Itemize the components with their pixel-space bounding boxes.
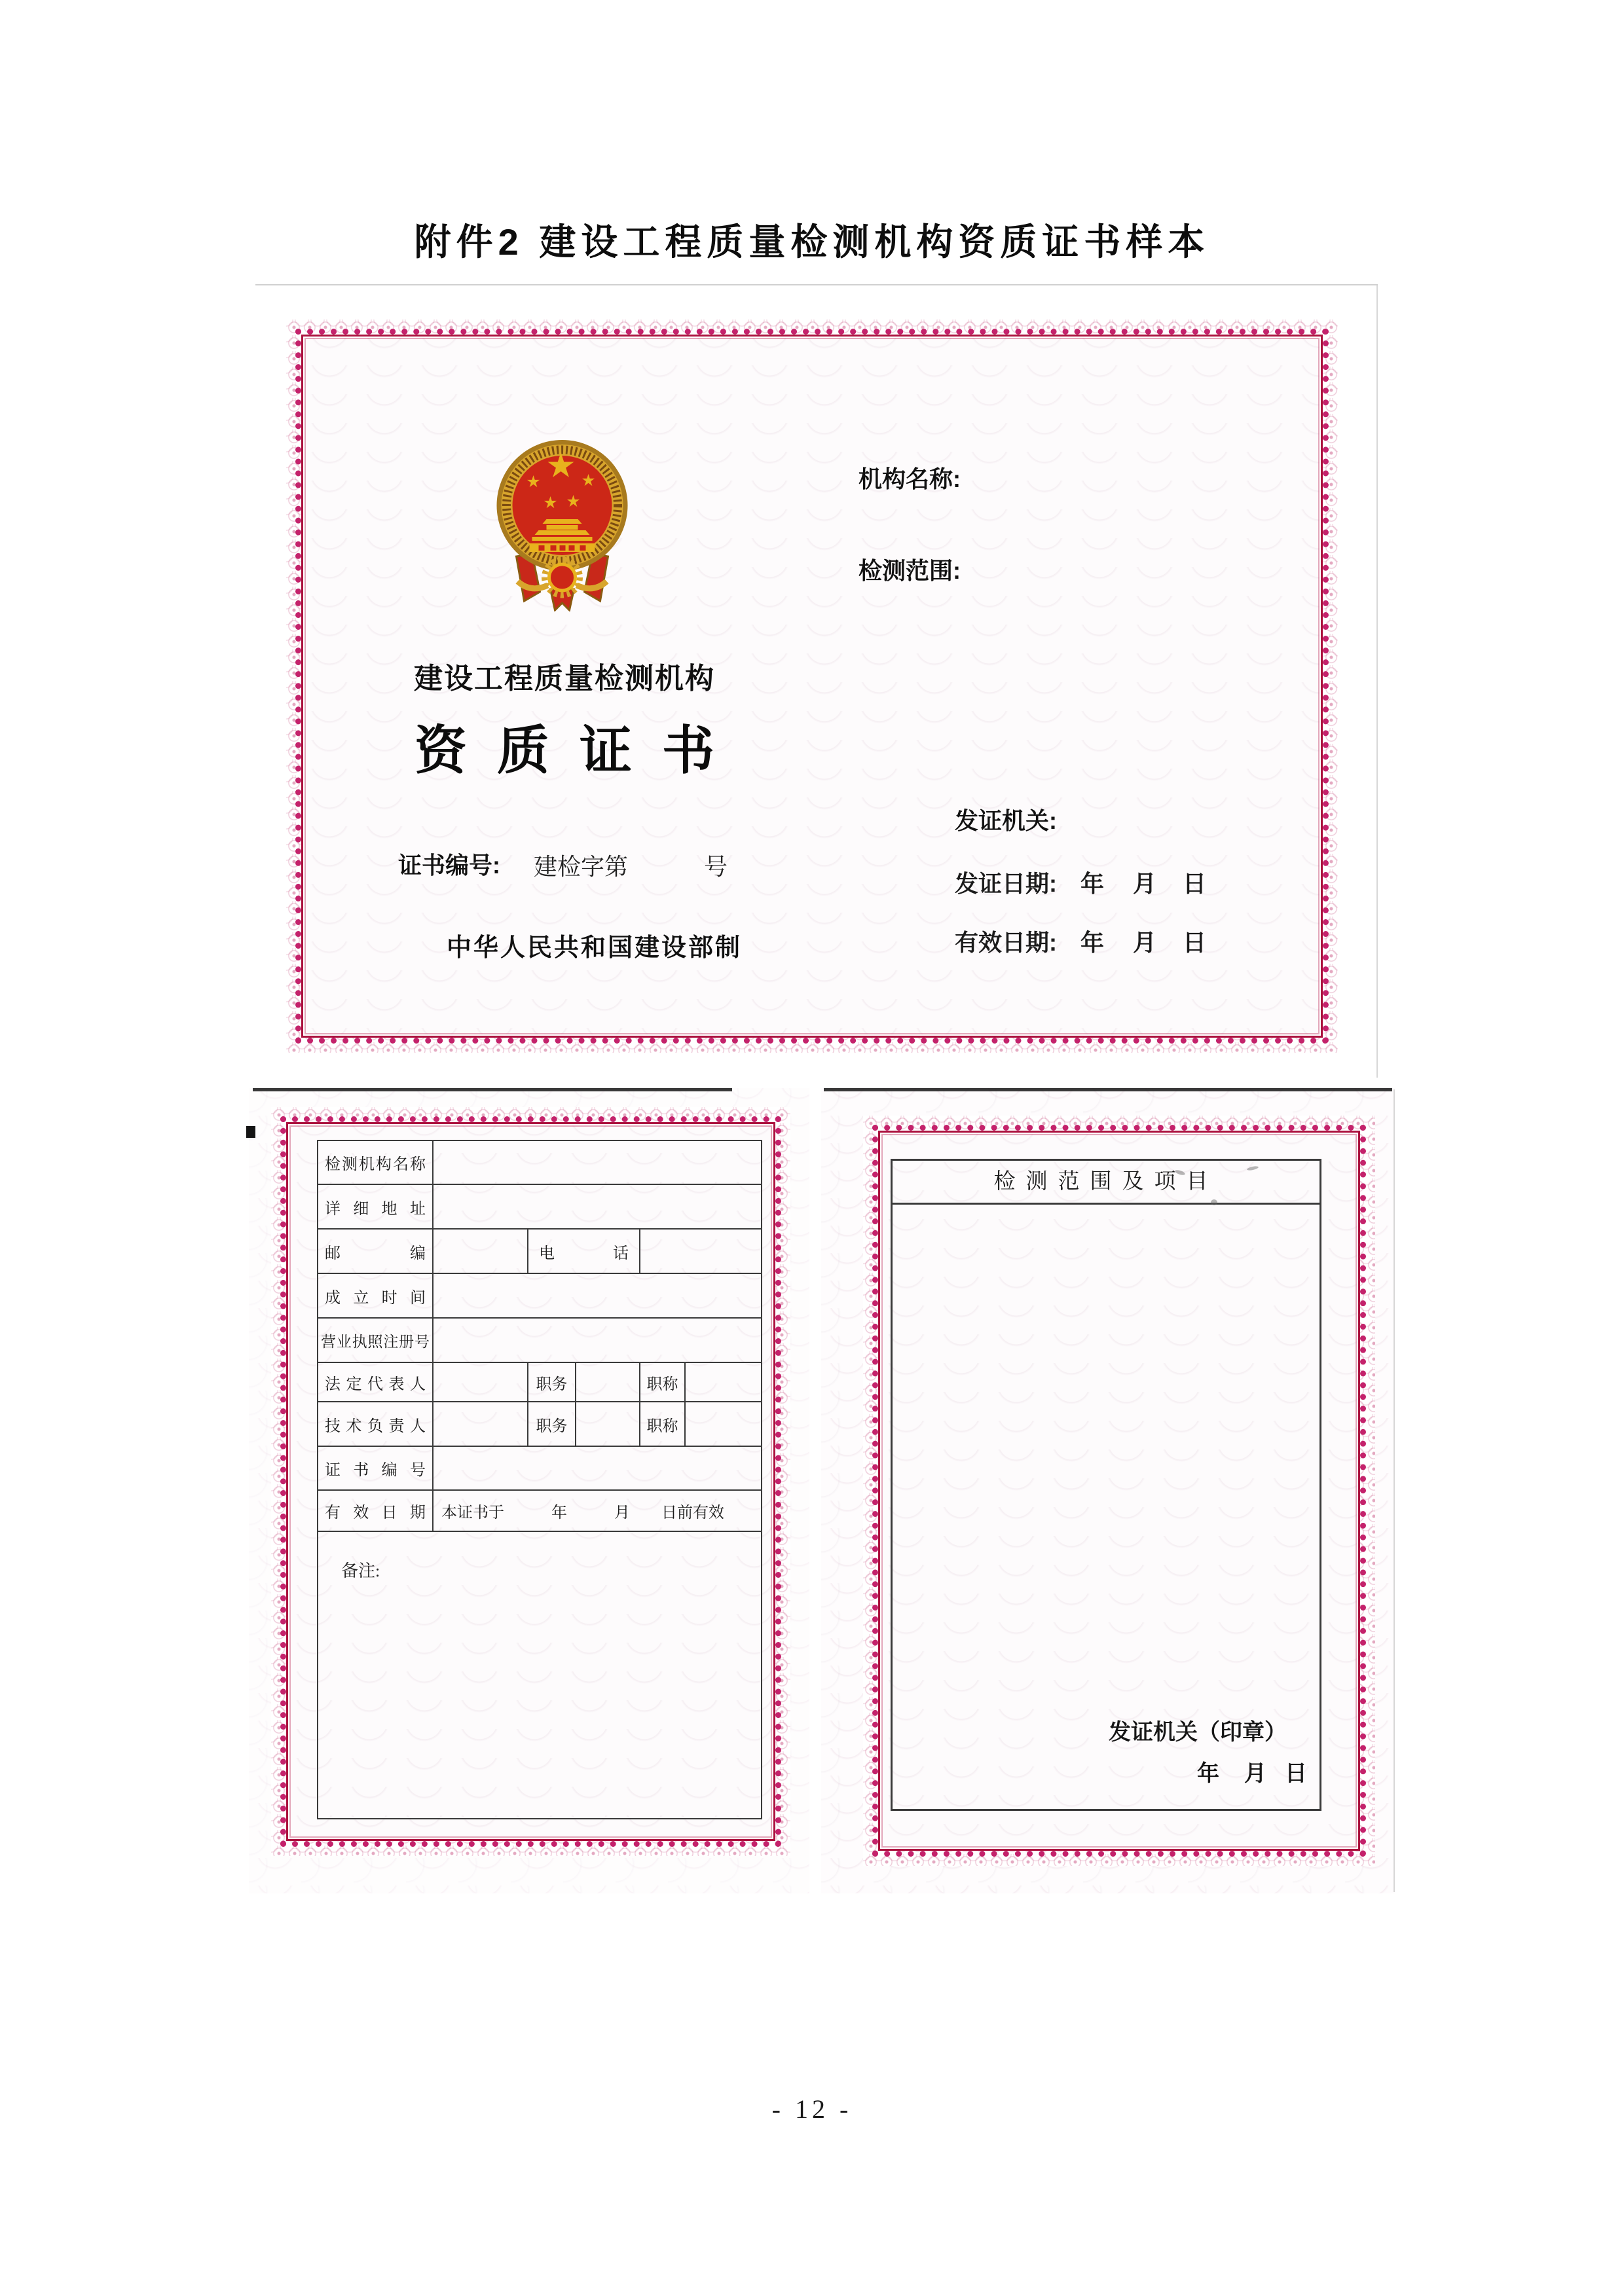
issue-date-row	[955, 866, 1206, 899]
valid-date-label: 有效日期:	[955, 929, 1057, 956]
year-unit: 年	[1080, 929, 1105, 956]
day-unit: 日	[1285, 1761, 1307, 1786]
made-by-line: 中华人民共和国建设部制	[447, 934, 743, 962]
value-cell	[433, 1318, 762, 1362]
table-row	[318, 1531, 762, 1819]
table-row	[318, 1446, 762, 1490]
info-certificate	[271, 1107, 790, 1856]
scan-edge-strip-left	[253, 1088, 732, 1091]
cover-certificate-panel	[301, 335, 1323, 1038]
table-row	[318, 1402, 762, 1446]
value-cell	[433, 1362, 528, 1402]
scan-edge-strip-right	[824, 1088, 1392, 1091]
row-label: 技术负责人	[318, 1402, 433, 1446]
row-label: 证书编号	[318, 1446, 433, 1490]
scan-edge-top-line	[255, 284, 1378, 285]
scope-box	[891, 1159, 1321, 1811]
scope-certificate	[863, 1116, 1375, 1866]
page-number: - 12 -	[771, 2094, 853, 2124]
cert-no-label: 证书编号:	[398, 852, 500, 879]
table-row	[318, 1362, 762, 1402]
validity-text: 本证书于 年 月 日前有效	[433, 1490, 762, 1531]
title-label: 职称	[640, 1402, 685, 1446]
scope-label: 检测范围:	[858, 557, 961, 584]
row-label: 法定代表人	[318, 1362, 433, 1402]
prc-national-emblem-icon	[491, 428, 633, 611]
table-row	[318, 1140, 762, 1184]
value-cell	[685, 1402, 762, 1446]
scope-certificate-panel	[878, 1131, 1360, 1851]
row-label: 邮编	[318, 1229, 433, 1273]
day-unit: 日	[1183, 929, 1207, 956]
issuer-seal-label: 发证机关（印章）	[1109, 1720, 1287, 1745]
info-certificate-panel	[286, 1122, 775, 1841]
valid-date-row	[955, 924, 1206, 958]
table-row	[318, 1490, 762, 1531]
value-cell	[433, 1273, 762, 1318]
table-row	[318, 1273, 762, 1318]
scan-speck	[1211, 1199, 1217, 1205]
cert-no-suffix: 号	[704, 854, 728, 880]
scope-header: 检测范围及项目	[893, 1161, 1320, 1205]
month-unit: 月	[1133, 929, 1157, 956]
duty-label: 职务	[528, 1402, 576, 1446]
certificate-title: 资质证书	[415, 723, 745, 780]
issue-date-label: 发证日期:	[955, 870, 1057, 897]
row-label: 检测机构名称	[318, 1140, 433, 1184]
info-table	[317, 1140, 762, 1819]
value-cell	[640, 1229, 762, 1273]
cover-certificate-dot-border	[295, 329, 1329, 1044]
year-unit: 年	[1080, 870, 1105, 897]
day-unit: 日	[1183, 870, 1207, 897]
scan-edge-right-line-cover	[1376, 285, 1378, 1078]
org-name-label: 机构名称:	[858, 465, 961, 492]
remark-cell	[318, 1531, 762, 1819]
scan-edge-right-line-lower	[1393, 1089, 1395, 1892]
scope-certificate-dot-border	[872, 1125, 1366, 1857]
issuer-label: 发证机关:	[955, 807, 1057, 834]
table-row	[318, 1318, 762, 1362]
attachment-title: 附件2 建设工程质量检测机构资质证书样本	[414, 221, 1210, 263]
year-unit: 年	[1197, 1761, 1219, 1786]
row-label: 详细地址	[318, 1184, 433, 1229]
value-cell	[433, 1229, 528, 1273]
table-row	[318, 1184, 762, 1229]
scope-date-row	[1197, 1755, 1307, 1787]
scan-edge-tab	[246, 1126, 255, 1138]
cert-no-prefix: 建检字第	[534, 854, 629, 880]
value-cell	[576, 1362, 640, 1402]
duty-label: 职务	[528, 1362, 576, 1402]
row-label: 有效日期	[318, 1490, 433, 1531]
org-type-title: 建设工程质量检测机构	[414, 663, 715, 695]
row-label: 营业执照注册号	[318, 1318, 433, 1362]
month-unit: 月	[1133, 870, 1157, 897]
row-label: 成立时间	[318, 1273, 433, 1318]
remark-label: 备注:	[341, 1561, 380, 1580]
month-unit: 月	[1244, 1761, 1266, 1786]
value-cell	[685, 1362, 762, 1402]
value-cell	[433, 1402, 528, 1446]
value-cell	[433, 1184, 762, 1229]
title-label: 职称	[640, 1362, 685, 1402]
cover-certificate	[286, 319, 1338, 1053]
value-cell	[576, 1402, 640, 1446]
value-cell	[433, 1446, 762, 1490]
phone-label: 电话	[528, 1229, 640, 1273]
info-certificate-dot-border	[280, 1116, 781, 1847]
value-cell	[433, 1140, 762, 1184]
table-row	[318, 1229, 762, 1273]
